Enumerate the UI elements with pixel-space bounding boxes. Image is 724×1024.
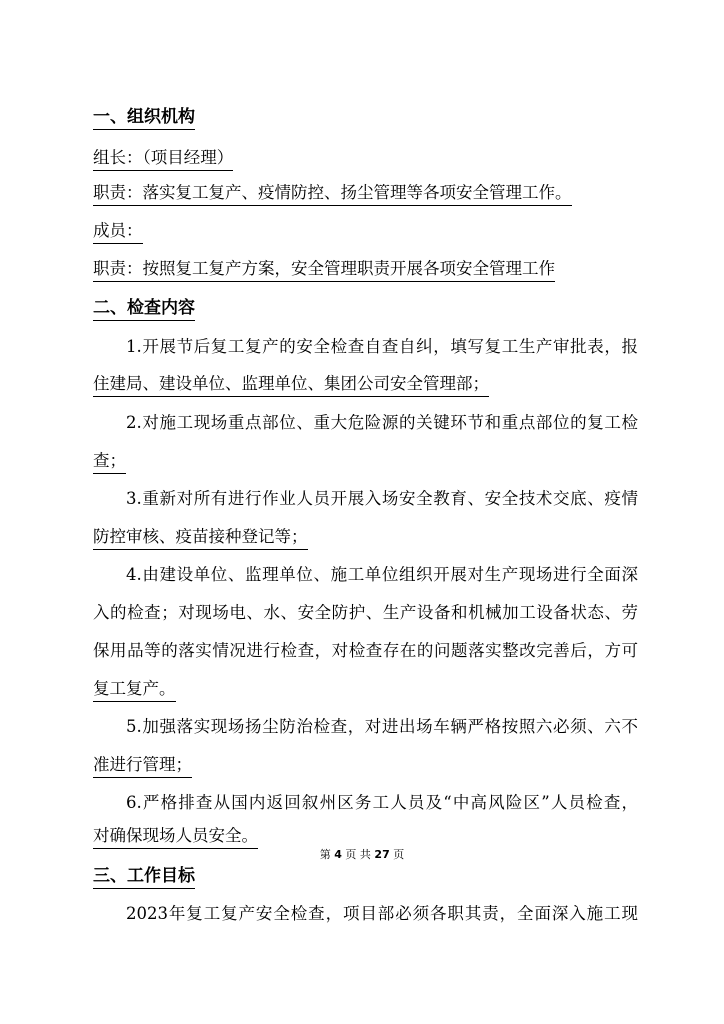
section-heading-organization: 一、组织机构 — [93, 107, 195, 130]
paragraph-line: 查； — [93, 451, 126, 474]
paragraph-line: 复工复产。 — [93, 679, 176, 702]
paragraph-line: 2023年复工复产安全检查，项目部必须各职其责，全面深入施工现 — [126, 904, 638, 923]
footer-page-number: 4 — [334, 848, 342, 861]
paragraph-line: 3.重新对所有进行作业人员开展入场安全教育、安全技术交底、疫情 — [126, 489, 638, 508]
page-footer — [0, 848, 724, 862]
section-heading-goals: 三、工作目标 — [93, 866, 195, 889]
paragraph-line: 住建局、建设单位、监理单位、集团公司安全管理部； — [93, 374, 489, 397]
paragraph-line: 6.严格排查从国内返回叙州区务工人员及“中高风险区”人员检查， — [126, 793, 638, 812]
members-duty-line: 职责：按照复工复产方案，安全管理职责开展各项安全管理工作 — [93, 259, 555, 282]
section-heading-inspection: 二、检查内容 — [93, 298, 195, 321]
members-line: 成员： — [93, 221, 143, 244]
paragraph-line: 入的检查；对现场电、水、安全防护、生产设备和机械加工设备状态、劳 — [93, 603, 638, 622]
leader-line: 组长：（项目经理） — [93, 148, 233, 171]
paragraph-line: 1.开展节后复工复产的安全检查自查自纠，填写复工生产审批表，报 — [126, 337, 638, 356]
footer-suffix: 页 — [393, 848, 405, 861]
paragraph-line: 防控审核、疫苗接种登记等； — [93, 527, 308, 550]
footer-prefix: 第 — [319, 848, 331, 861]
paragraph-line: 准进行管理； — [93, 755, 192, 778]
footer-total-pages: 27 — [374, 848, 390, 861]
paragraph-line: 4.由建设单位、监理单位、施工单位组织开展对生产现场进行全面深 — [126, 565, 638, 584]
paragraph-line: 2.对施工现场重点部位、重大危险源的关键环节和重点部位的复工检 — [126, 413, 638, 432]
leader-duty-line: 职责：落实复工复产、疫情防控、扬尘管理等各项安全管理工作。 — [93, 183, 572, 206]
paragraph-line: 5.加强落实现场扬尘防治检查，对进出场车辆严格按照六必须、六不 — [126, 717, 638, 736]
paragraph-line: 对确保现场人员安全。 — [93, 826, 258, 849]
paragraph-line: 保用品等的落实情况进行检查，对检查存在的问题落实整改完善后，方可 — [93, 641, 638, 660]
footer-middle: 页 共 — [345, 848, 371, 861]
